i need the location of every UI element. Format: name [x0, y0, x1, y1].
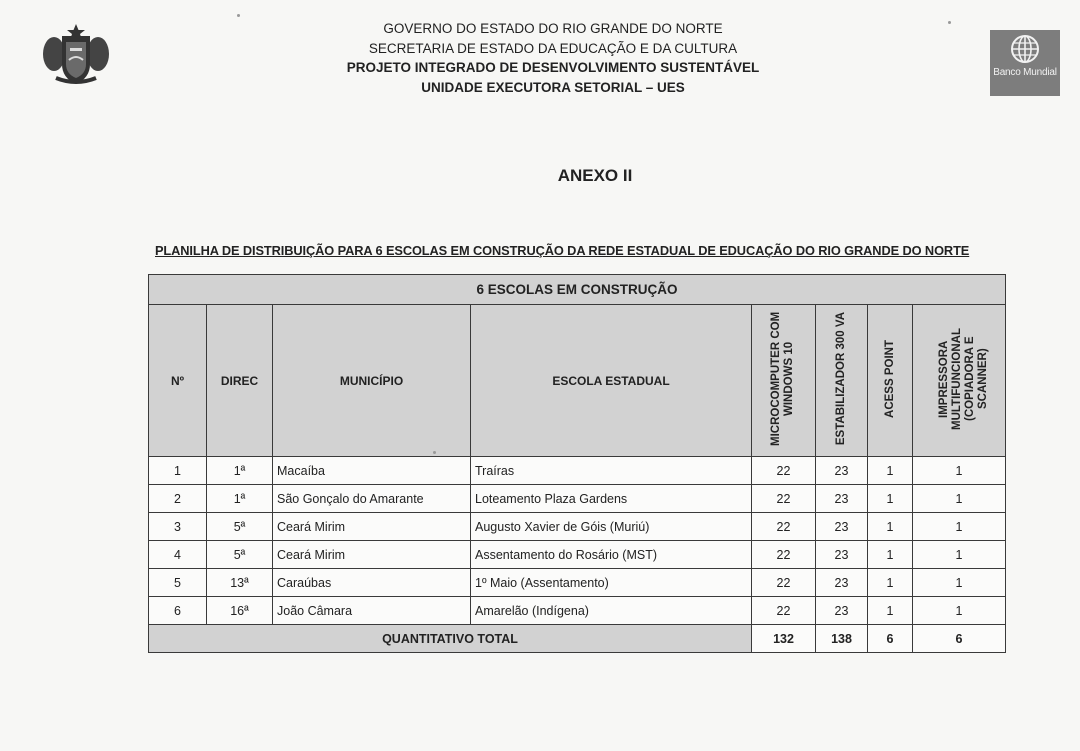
cell-micro: 22	[752, 541, 816, 569]
cell-estab: 23	[816, 513, 868, 541]
rn-state-coat-of-arms-icon	[40, 20, 112, 88]
column-header-estab-label: ESTABILIZADOR 300 VA	[835, 312, 847, 446]
cell-acess: 1	[868, 513, 913, 541]
cell-num: 3	[149, 513, 207, 541]
cell-impressora: 1	[913, 485, 1006, 513]
cell-municipio: João Câmara	[273, 597, 471, 625]
table-row	[149, 513, 1006, 541]
column-header-escola: ESCOLA ESTADUAL	[471, 305, 752, 457]
cell-num: 6	[149, 597, 207, 625]
cell-estab: 23	[816, 597, 868, 625]
cell-num: 4	[149, 541, 207, 569]
cell-acess: 1	[868, 541, 913, 569]
header-line-secretaria: SECRETARIA DE ESTADO DA EDUCAÇÃO E DA CULTURA	[368, 40, 738, 56]
cell-impressora: 1	[913, 597, 1006, 625]
cell-municipio: São Gonçalo do Amarante	[273, 485, 471, 513]
cell-acess: 1	[868, 457, 913, 485]
cell-direc: 13ª	[207, 569, 273, 597]
cell-direc: 1ª	[207, 485, 273, 513]
cell-impressora: 1	[913, 541, 1006, 569]
scan-speck	[237, 14, 240, 17]
cell-direc: 5ª	[207, 513, 273, 541]
cell-impressora: 1	[913, 513, 1006, 541]
header-line-governo: GOVERNO DO ESTADO DO RIO GRANDE DO NORTE	[383, 21, 723, 36]
banco-mundial-label: Banco Mundial	[993, 67, 1057, 78]
total-estab: 138	[816, 625, 868, 653]
cell-estab: 23	[816, 569, 868, 597]
table-group-title-row	[149, 275, 1006, 305]
table-group-title: 6 ESCOLAS EM CONSTRUÇÃO	[149, 275, 1006, 305]
cell-escola: Augusto Xavier de Góis (Muriú)	[471, 513, 752, 541]
cell-municipio: Ceará Mirim	[273, 513, 471, 541]
cell-micro: 22	[752, 457, 816, 485]
globe-icon	[1010, 34, 1040, 64]
cell-direc: 1ª	[207, 457, 273, 485]
total-impressora: 6	[913, 625, 1006, 653]
cell-acess: 1	[868, 485, 913, 513]
cell-escola: Assentamento do Rosário (MST)	[471, 541, 752, 569]
column-header-acess-label: ACESS POINT	[883, 340, 896, 418]
table-header-row	[149, 305, 1006, 457]
cell-municipio: Macaíba	[273, 457, 471, 485]
table-total-row	[149, 625, 1006, 653]
cell-estab: 23	[816, 485, 868, 513]
total-micro: 132	[752, 625, 816, 653]
column-header-acess	[868, 305, 913, 457]
header-line-projeto: PROJETO INTEGRADO DE DESENVOLVIMENTO SUSTENTÁVEL	[346, 60, 760, 75]
scan-speck	[433, 451, 436, 454]
distribution-table	[148, 274, 1006, 653]
column-header-estab	[816, 305, 868, 457]
table-row	[149, 485, 1006, 513]
table-row	[149, 457, 1006, 485]
cell-impressora: 1	[913, 457, 1006, 485]
scan-speck	[948, 21, 951, 24]
cell-estab: 23	[816, 541, 868, 569]
anexo-title: ANEXO II	[557, 166, 633, 185]
banco-mundial-logo	[990, 30, 1060, 96]
column-header-micro-label: MICROCOMPUTER COM WINDOWS 10	[769, 311, 795, 447]
cell-micro: 22	[752, 597, 816, 625]
column-header-municipio: MUNICÍPIO	[273, 305, 471, 457]
column-header-impressora	[913, 305, 1006, 457]
cell-impressora: 1	[913, 569, 1006, 597]
cell-num: 5	[149, 569, 207, 597]
column-header-micro	[752, 305, 816, 457]
cell-direc: 5ª	[207, 541, 273, 569]
total-label: QUANTITATIVO TOTAL	[149, 625, 752, 653]
column-header-num: Nº	[149, 305, 207, 457]
cell-acess: 1	[868, 569, 913, 597]
column-header-direc: DIREC	[207, 305, 273, 457]
total-acess: 6	[868, 625, 913, 653]
cell-estab: 23	[816, 457, 868, 485]
cell-micro: 22	[752, 513, 816, 541]
cell-micro: 22	[752, 485, 816, 513]
cell-escola: Amarelão (Indígena)	[471, 597, 752, 625]
cell-acess: 1	[868, 597, 913, 625]
table-row	[149, 597, 1006, 625]
cell-micro: 22	[752, 569, 816, 597]
table-row	[149, 541, 1006, 569]
table-row	[149, 569, 1006, 597]
document-header	[300, 19, 806, 97]
cell-escola: Traíras	[471, 457, 752, 485]
cell-municipio: Caraúbas	[273, 569, 471, 597]
cell-escola: Loteamento Plaza Gardens	[471, 485, 752, 513]
header-line-unidade: UNIDADE EXECUTORA SETORIAL – UES	[421, 79, 685, 95]
column-header-impressora-label: IMPRESSORA MULTIFUNCIONAL (COPIADORA E SCANNER)	[938, 328, 990, 430]
cell-num: 1	[149, 457, 207, 485]
planilha-title: PLANILHA DE DISTRIBUIÇÃO PARA 6 ESCOLAS EM CONSTRUÇÃO DA REDE ESTADUAL DE EDUCAÇÃO DO RIO GRANDE DO NORTE	[155, 243, 970, 258]
cell-municipio: Ceará Mirim	[273, 541, 471, 569]
cell-direc: 16ª	[207, 597, 273, 625]
cell-escola: 1º Maio (Assentamento)	[471, 569, 752, 597]
cell-num: 2	[149, 485, 207, 513]
